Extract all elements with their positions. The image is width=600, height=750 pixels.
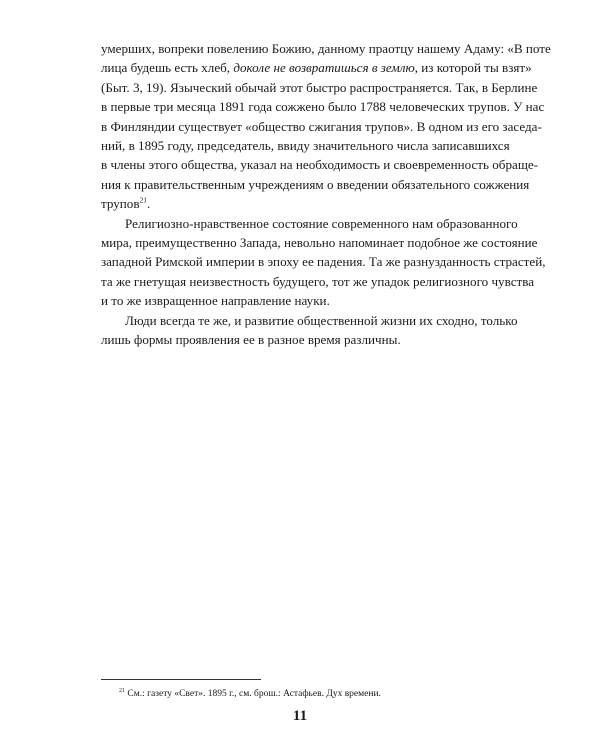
- text-segment: лица будешь есть хлеб,: [101, 60, 234, 76]
- text-line: Люди всегда те же, и развитие общественной жизни их сходно, только: [125, 312, 518, 328]
- text-line: та же гнетущая неизвестность будущего, тот же упадок религиозного чувства: [101, 273, 535, 289]
- text-line: в первые три месяца 1891 года сожжено было 1788 человеческих трупов. У нас: [101, 99, 545, 115]
- text-segment: .: [147, 196, 151, 212]
- text-line: лишь формы проявления ее в разное время различны.: [101, 332, 401, 348]
- footnote-number: 21: [119, 687, 125, 694]
- text-line: ния к правительственным учреждениям о введении обязательного сожжения: [101, 176, 530, 192]
- paragraph-3: [101, 311, 518, 350]
- text-line: [101, 58, 532, 77]
- text-line: и то же извращенное направление науки.: [101, 293, 330, 309]
- main-text: [101, 39, 551, 350]
- page-number: 11: [292, 708, 308, 724]
- footnote-separator: [101, 679, 261, 680]
- footnote-text: См.: газету «Свет». 1895 г., см. брош.: Астафьев. Дух времени.: [125, 689, 381, 699]
- footnote: [119, 688, 499, 700]
- text-segment: , из которой ты взят»: [414, 60, 532, 76]
- text-line: мира, преимущественно Запада, невольно напоминает подобное же состояние: [101, 235, 538, 251]
- text-line: в Финляндии существует «общество сжигания трупов». В одном из его заседа-: [101, 118, 542, 134]
- paragraph-2: [101, 214, 546, 311]
- text-segment: трупов: [101, 196, 140, 212]
- italic-quote: доколе не возвратишься в землю: [233, 60, 415, 76]
- text-line: западной Римской империи в эпоху ее падения. Та же разнузданность страстей,: [101, 254, 546, 270]
- text-line: (Быт. 3, 19). Языческий обычай этот быстро распространяется. Так, в Берлине: [101, 79, 538, 95]
- text-line: умерших, вопреки повелению Божию, данному праотцу нашему Адаму: «В поте: [101, 41, 551, 56]
- text-line: Религиозно-нравственное состояние современного нам образованного: [125, 215, 518, 231]
- text-line: [101, 194, 501, 213]
- text-line: ний, в 1895 году, председатель, ввиду значительного числа записавшихся: [101, 138, 510, 154]
- footnote-reference[interactable]: 21: [139, 195, 148, 205]
- text-line: в члены этого общества, указал на необходимость и своевременность обраще-: [101, 157, 539, 173]
- paragraph-1: [101, 39, 551, 214]
